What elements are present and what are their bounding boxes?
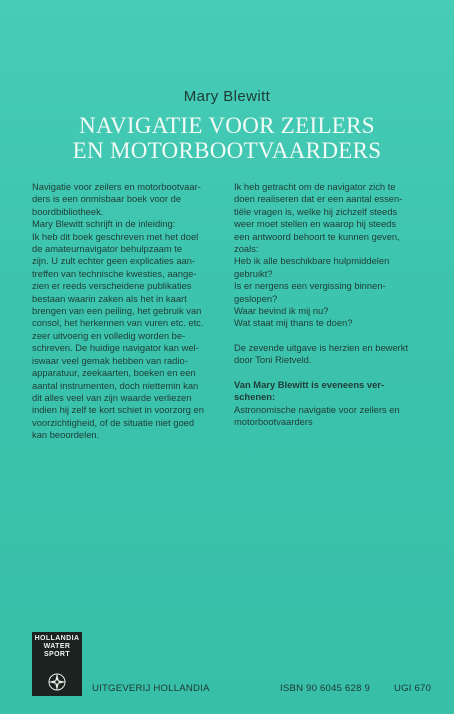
text-line: Heb ik alle beschikbare hulpmiddelen bbox=[234, 255, 390, 267]
logo-line: HOLLANDIA bbox=[34, 635, 80, 642]
text-line: Is er nergens een vergissing binnen- bbox=[234, 280, 386, 292]
text-line: indien hij zelf te kort schiet in voorzorg en bbox=[32, 404, 204, 416]
edition-note: De zevende uitgave is herzien en bewerkt bbox=[234, 341, 409, 353]
text-line: Ik heb dit boek geschreven met het doel bbox=[32, 230, 199, 242]
text-line: geslopen? bbox=[234, 292, 278, 304]
text-line: voorzichtigheid, of de situatie niet goed bbox=[32, 416, 195, 428]
text-line: de amateurnavigator behulpzaam te bbox=[32, 243, 183, 255]
text-line: doen realiseren dat er een aantal essen- bbox=[234, 193, 403, 205]
also-by-title: motorbootvaarders bbox=[234, 415, 313, 427]
text-line: brengen van een peiling, het gebruik van bbox=[32, 305, 202, 317]
text-line: tiële vragen is, welke hij zichzelf steeds bbox=[234, 205, 398, 217]
ugi-code: UGI 670 bbox=[394, 683, 432, 694]
text-line: Wat staat mij thans te doen? bbox=[234, 317, 353, 329]
title-line: EN MOTORBOOTVAARDERS bbox=[72, 138, 382, 163]
text-line: Navigatie voor zeilers en motorbootvaar- bbox=[32, 181, 201, 192]
text-line: treffen van technische kwesties, aange- bbox=[32, 267, 197, 279]
also-by-heading: schenen: bbox=[234, 391, 276, 403]
blurb-right-column bbox=[234, 181, 424, 428]
text-line: een antwoord behoort te kunnen geven, bbox=[234, 230, 400, 242]
compass-rose-icon bbox=[47, 672, 67, 692]
text-line: weer moet stellen en waarop hij steeds bbox=[234, 218, 397, 230]
text-line: Ik heb getracht om de navigator zich te bbox=[234, 181, 396, 192]
text-line: boordbibliotheek. bbox=[32, 205, 104, 217]
also-by-heading: Van Mary Blewitt is eveneens ver- bbox=[234, 378, 385, 390]
isbn-number: ISBN 90 6045 628 9 bbox=[280, 683, 371, 694]
text-line: gebruikt? bbox=[234, 267, 273, 279]
text-line: zeer uitvoerig en volledig worden be- bbox=[32, 329, 186, 341]
publisher-logo bbox=[32, 632, 82, 696]
author-name: Mary Blewitt bbox=[183, 88, 271, 105]
text-line: Mary Blewitt schrijft in de inleiding: bbox=[32, 218, 176, 230]
text-line: Waar bevind ik mij nu? bbox=[234, 305, 329, 317]
text-line: bestaan waarin zaken als het in kaart bbox=[32, 292, 187, 304]
text-line: consol, het herkennen van vuren etc. etc. bbox=[32, 317, 204, 329]
also-by-title: Astronomische navigatie voor zeilers en bbox=[234, 403, 400, 415]
blurb-left-column bbox=[32, 181, 228, 442]
text-line: dit alles veel van zijn waarde verliezen bbox=[32, 391, 192, 403]
text-line: zoals: bbox=[234, 243, 259, 255]
text-line: aantal instrumenten, doch niettemin kan bbox=[32, 379, 199, 391]
text-line: apparatuur, zeekaarten, boeken en een bbox=[32, 367, 196, 379]
logo-line: WATER bbox=[43, 643, 71, 650]
publisher-name: UITGEVERIJ HOLLANDIA bbox=[92, 683, 210, 694]
book-title bbox=[20, 113, 434, 163]
text-line: schreven. De huidige navigator kan wel- bbox=[32, 342, 199, 354]
text-line: kan beoordelen. bbox=[32, 429, 100, 441]
text-line: ders is een onmisbaar boek voor de bbox=[32, 193, 182, 205]
text-line: iswaar veel gemak hebben van radio- bbox=[32, 354, 188, 366]
edition-note: door Toni Rietveld. bbox=[234, 354, 312, 366]
text-line: zien er reeds verscheidene publikaties bbox=[32, 280, 192, 292]
title-line: NAVIGATIE VOOR ZEILERS bbox=[79, 113, 375, 138]
text-line: zijn. U zult echter geen explicaties aan- bbox=[32, 255, 196, 267]
logo-line: SPORT bbox=[43, 651, 71, 658]
